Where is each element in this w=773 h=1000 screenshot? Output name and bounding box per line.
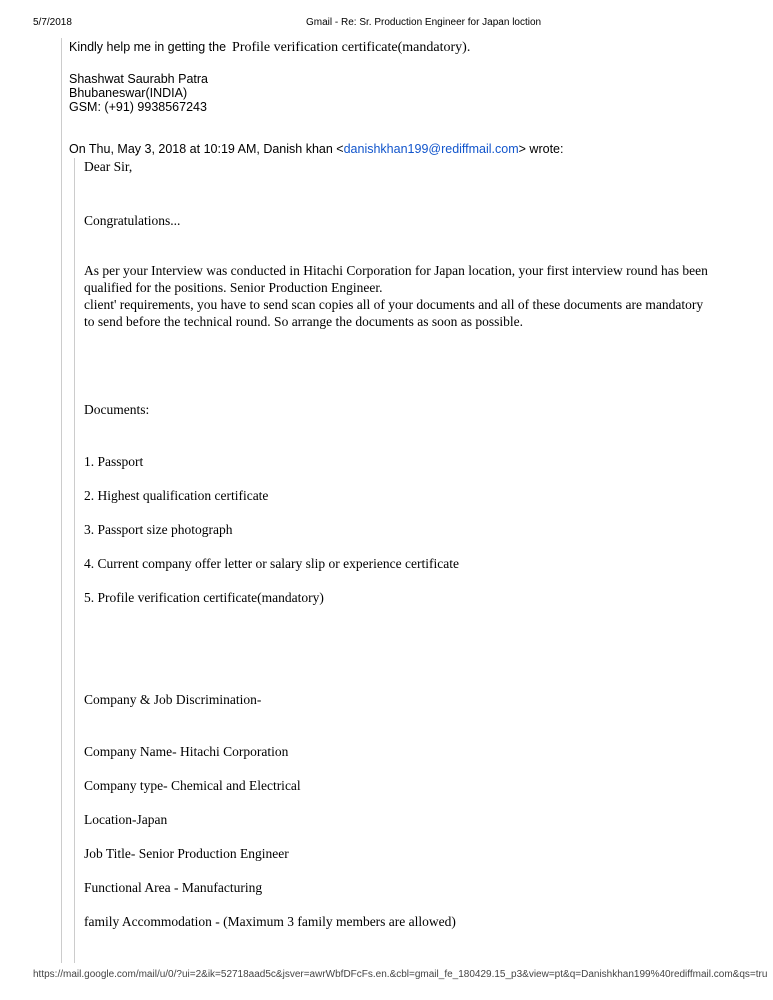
document-item: 2. Highest qualification certificate bbox=[84, 488, 269, 503]
footer-url: https://mail.google.com/mail/u/0/?ui=2&ik=52718aad5c&jsver=awrWbfDFcFs.en.&cbl=gmail_fe_180429.15_p3&view=pt&q=Danishkhan199%40rediffmail.com&qs=tru bbox=[33, 969, 768, 980]
print-date: 5/7/2018 bbox=[33, 17, 72, 28]
email-link[interactable]: danishkhan199@rediffmail.com bbox=[343, 142, 519, 156]
job-detail-item: family Accommodation - (Maximum 3 family members are allowed) bbox=[84, 914, 456, 929]
inner-quote-block bbox=[74, 158, 715, 963]
job-detail-item: Functional Area - Manufacturing bbox=[84, 880, 263, 895]
job-detail-item: Company Name- Hitachi Corporation bbox=[84, 744, 289, 759]
attribution-suffix: > wrote: bbox=[518, 142, 564, 156]
job-detail-item: Company type- Chemical and Electrical bbox=[84, 778, 301, 793]
reply-attribution bbox=[69, 142, 715, 156]
signature-block bbox=[69, 72, 715, 114]
quoted-salutation: Dear Sir, bbox=[84, 159, 133, 174]
job-detail-item: Job Title- Senior Production Engineer bbox=[84, 846, 289, 861]
document-item: 5. Profile verification certificate(mandatory) bbox=[84, 590, 324, 605]
signature-city: Bhubaneswar(INDIA) bbox=[69, 86, 188, 100]
document-item: 4. Current company offer letter or salary slip or experience certificate bbox=[84, 556, 459, 571]
document-item: 1. Passport bbox=[84, 454, 144, 469]
job-details-heading: Company & Job Discrimination- bbox=[84, 692, 262, 707]
intro-sans-text: Kindly help me in getting the bbox=[69, 40, 227, 54]
quoted-paragraph-1: As per your Interview was conducted in Hitachi Corporation for Japan location, your first interview round has been qualified for the positions. Senior Production Engineer. bbox=[84, 263, 708, 295]
quoted-congratulations: Congratulations... bbox=[84, 213, 181, 228]
attribution-prefix: On Thu, May 3, 2018 at 10:19 AM, Danish khan < bbox=[69, 142, 344, 156]
outer-quote-block bbox=[61, 38, 715, 963]
intro-serif-text: Profile verification certificate(mandatory). bbox=[232, 40, 471, 55]
print-header bbox=[0, 17, 773, 31]
signature-name: Shashwat Saurabh Patra bbox=[69, 72, 208, 86]
document-item: 3. Passport size photograph bbox=[84, 522, 233, 537]
job-detail-item: Location-Japan bbox=[84, 812, 168, 827]
print-title: Gmail - Re: Sr. Production Engineer for Japan loction bbox=[306, 17, 542, 28]
signature-phone: GSM: (+91) 9938567243 bbox=[69, 100, 207, 114]
intro-line bbox=[69, 38, 715, 57]
documents-heading: Documents: bbox=[84, 402, 150, 417]
quoted-paragraph-2: client' requirements, you have to send scan copies all of your documents and all of these documents are mandatory to send before the technical round. So arrange the documents as soon as possible. bbox=[84, 297, 704, 329]
email-body bbox=[61, 38, 715, 963]
